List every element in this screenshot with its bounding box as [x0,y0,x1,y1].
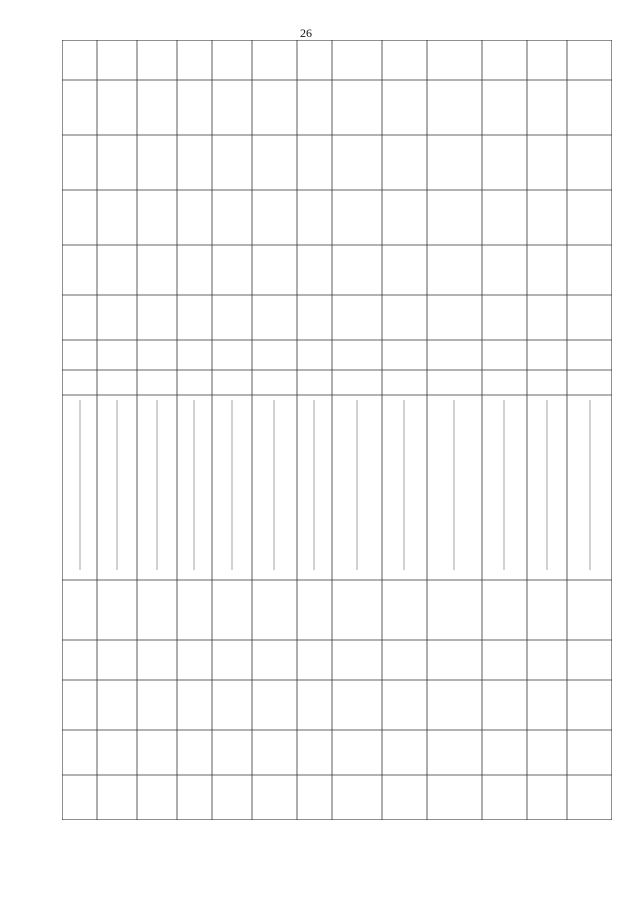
rotated-table-scan [62,40,612,820]
table-grid [62,40,612,820]
page-number: 26 [300,26,312,40]
